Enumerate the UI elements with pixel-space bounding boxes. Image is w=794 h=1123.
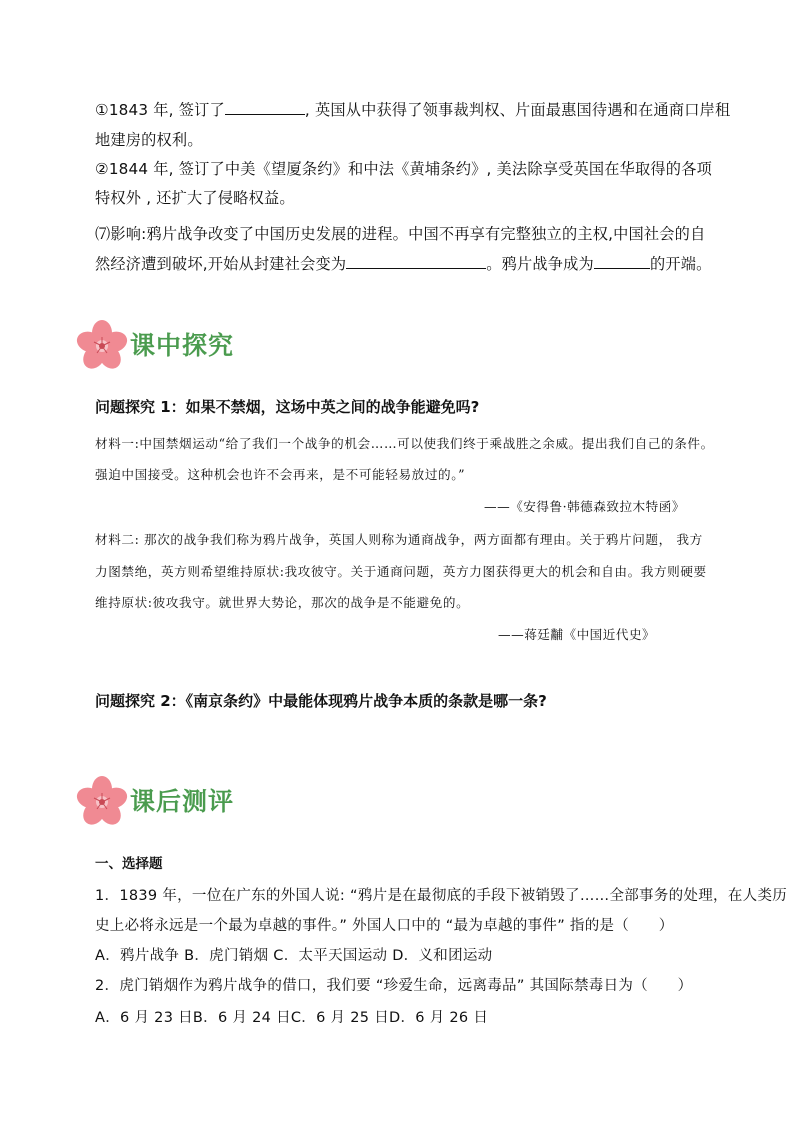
intro-line-5: ⑺影响:鸦片战争改变了中国历史发展的进程。中国不再享有完整独立的主权,中国社会的自 <box>95 225 706 243</box>
section-header-after-class-test <box>72 772 372 832</box>
material-1-source: ——《安得鲁·韩德森致拉木特函》 <box>484 499 685 514</box>
intro-text: 。鸦片战争成为 <box>486 255 594 273</box>
material-1-line-2: 强迫中国接受。这种机会也许不会再来，是不可能轻易放过的。” <box>95 467 466 482</box>
section-header-lesson-inquiry <box>72 316 372 376</box>
intro-line-4: 特权外 , 还扩大了侵略权益。 <box>95 189 295 207</box>
intro-text: 的开端。 <box>649 255 712 273</box>
test-question-1-options: A．鸦片战争 B．虎门销烟 C．太平天国运动 D．义和团运动 <box>95 948 493 964</box>
material-2-line-3: 维持原状:彼攻我守。就世界大势论，那次的战争是不能避免的。 <box>95 595 470 610</box>
intro-text: , 英国从中获得了领事裁判权、片面最惠国待遇和在通商口岸租 <box>304 101 731 119</box>
flower-icon <box>72 316 130 374</box>
test-question-1-line-1: 1．1839 年，一位在广东的外国人说: “鸦片是在最彻底的手段下被销毁了……全部事务的处理，在人类历 <box>95 888 788 904</box>
test-question-2-line-1: 2．虎门销烟作为鸦片战争的借口，我们要 “珍爱生命，远离毒品” 其国际禁毒日为（ ） <box>95 978 693 994</box>
fill-blank[interactable] <box>346 254 486 269</box>
intro-line-3: ②1844 年, 签订了中美《望厦条约》和中法《黄埔条约》, 美法除享受英国在华取得的各项 <box>95 160 712 178</box>
test-question-1-line-2: 史上必将永远是一个最为卓越的事件。” 外国人口中的 “最为卓越的事件” 指的是（ ） <box>95 918 674 934</box>
flower-icon <box>72 772 130 830</box>
section-title: 课中探究 <box>130 331 235 360</box>
fill-blank[interactable] <box>225 100 305 115</box>
intro-text: ①1843 年, 签订了 <box>95 101 225 119</box>
inquiry-question-2: 问题探究 2：《南京条约》中最能体现鸦片战争本质的条款是哪一条? <box>95 692 547 710</box>
intro-text: 然经济遭到破坏,开始从封建社会变为 <box>95 255 347 273</box>
intro-line-6 <box>95 254 712 274</box>
material-2-line-1: 材料二: 那次的战争我们称为鸦片战争，英国人则称为通商战争，两方面都有理由。关于鸦片问题， 我方 <box>95 532 703 547</box>
fill-blank[interactable] <box>594 254 650 269</box>
material-1-line-1: 材料一:中国禁烟运动“给了我们一个战争的机会……可以使我们终于乘战胜之余威。提出我们自己的条件。 <box>95 436 714 451</box>
test-question-2-options: A．6 月 23 日B．6 月 24 日C．6 月 25 日D．6 月 26 日 <box>95 1010 489 1026</box>
intro-line-1 <box>95 100 730 120</box>
intro-line-2: 地建房的权利。 <box>95 131 203 149</box>
material-2-line-2: 力图禁绝，英方则希望维持原状:我攻彼守。关于通商问题，英方力图获得更大的机会和自由。我方则硬要 <box>95 564 707 579</box>
inquiry-question-1: 问题探究 1：如果不禁烟，这场中英之间的战争能避免吗? <box>95 398 480 416</box>
test-heading: 一、选择题 <box>95 856 163 872</box>
material-2-source: ——蒋廷黼《中国近代史》 <box>498 627 656 642</box>
section-title: 课后测评 <box>130 787 235 816</box>
